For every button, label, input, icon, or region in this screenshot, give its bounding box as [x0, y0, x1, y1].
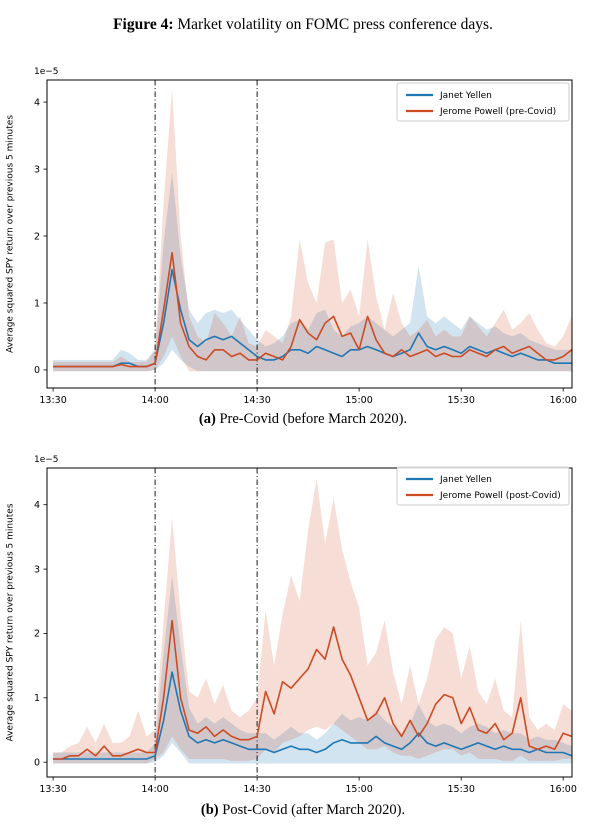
caption-b-label: (b) [200, 802, 219, 818]
y-axis-offset-label: 1e−5 [34, 455, 59, 465]
x-tick-label: 14:30 [243, 784, 271, 795]
y-axis-title: Average squared SPY return over previous 5 minutes [5, 503, 16, 742]
jerome-powell-pre-covid-band [53, 89, 580, 372]
y-axis-offset-label: 1e−5 [34, 67, 59, 77]
chart-a [0, 60, 606, 406]
x-tick-label: 16:00 [549, 395, 577, 406]
y-axis-title: Average squared SPY return over previous 5 minutes [5, 114, 16, 354]
x-tick-label: 13:30 [39, 784, 67, 795]
legend-label-jerome-powell-post-covid: Jerome Powell (post-Covid) [440, 491, 561, 502]
legend [397, 83, 569, 121]
x-axis [39, 388, 576, 406]
y-tick-label: 3 [33, 164, 40, 176]
caption-b [0, 802, 606, 819]
figure-title-label: Figure 4: [113, 16, 174, 33]
legend-label-janet-yellen: Janet Yellen [440, 91, 492, 102]
x-tick-label: 15:00 [345, 784, 373, 795]
y-tick-label: 2 [33, 231, 40, 243]
y-tick-label: 0 [33, 365, 40, 377]
y-tick-label: 1 [33, 693, 40, 705]
figure-title [0, 16, 606, 34]
chart-b [0, 448, 606, 800]
caption-a-text: Pre-Covid (before March 2020). [219, 411, 408, 427]
legend [397, 467, 569, 505]
caption-a [0, 411, 606, 428]
caption-b-text: Post-Covid (after March 2020). [222, 802, 406, 818]
x-tick-label: 16:00 [549, 784, 577, 795]
y-axis [34, 97, 47, 376]
x-tick-label: 15:00 [345, 395, 373, 406]
x-tick-label: 14:00 [141, 784, 169, 795]
caption-a-label: (a) [198, 411, 216, 427]
y-tick-label: 0 [33, 757, 40, 769]
x-tick-label: 14:30 [243, 395, 271, 406]
plot-area-b [53, 468, 580, 777]
x-tick-label: 14:00 [141, 395, 169, 406]
y-tick-label: 3 [33, 564, 40, 576]
y-tick-label: 1 [33, 298, 40, 310]
y-tick-label: 2 [33, 628, 40, 640]
x-tick-label: 13:30 [39, 395, 67, 406]
y-tick-label: 4 [33, 500, 40, 511]
y-tick-label: 4 [33, 97, 40, 109]
legend-label-jerome-powell-pre-covid: Jerome Powell (pre-Covid) [440, 107, 557, 118]
x-axis [39, 777, 576, 795]
x-tick-label: 15:30 [447, 395, 475, 406]
y-axis [34, 500, 47, 769]
x-tick-label: 15:30 [447, 784, 475, 795]
plot-area-a [53, 80, 580, 388]
jerome-powell-post-covid-band [53, 479, 580, 764]
figure-title-text: Market volatility on FOMC press conference days. [177, 16, 493, 33]
legend-label-janet-yellen: Janet Yellen [440, 475, 492, 486]
